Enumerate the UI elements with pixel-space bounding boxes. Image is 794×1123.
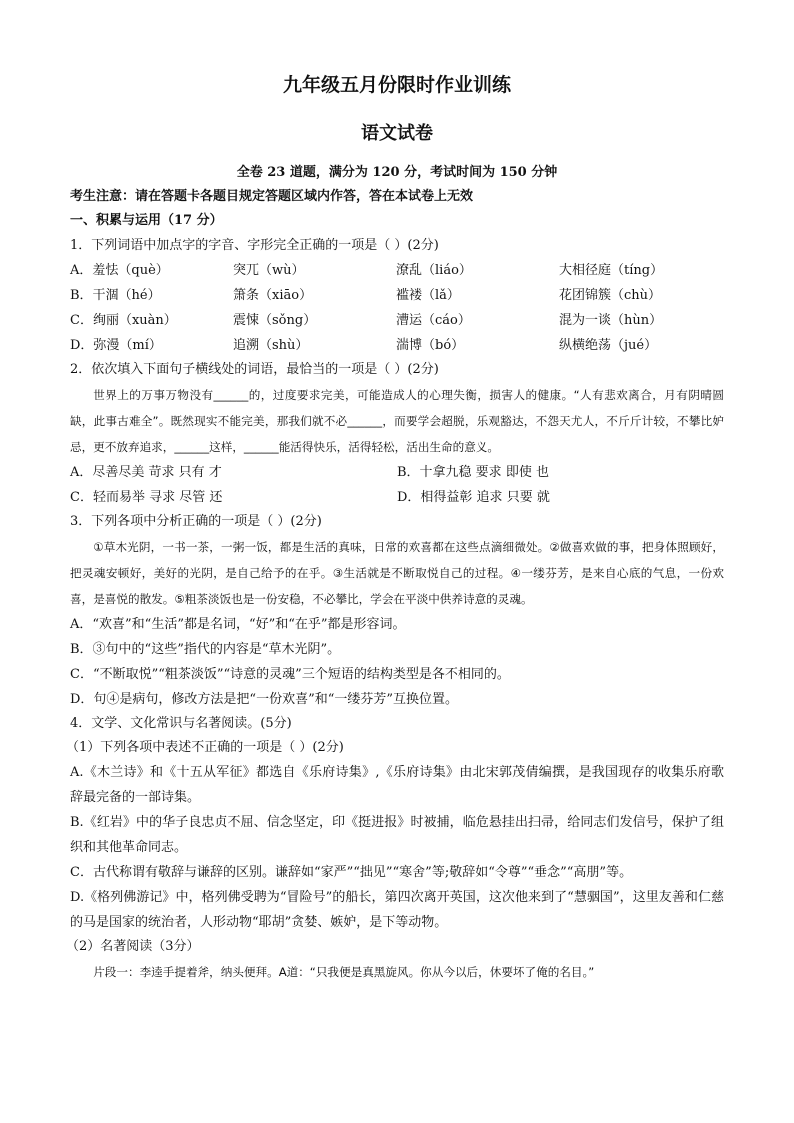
option-item: 混为一谈（hùn） [559, 313, 663, 328]
q1-option-c [70, 308, 724, 333]
excerpt-1: 片段一：李逵手提着斧，纳头便拜。A道：“只我便是真黑旋风。你从今以后，休要坏了俺的名目。” [93, 965, 595, 979]
exam-notice: 考生注意：请在答题卡各题目规定答题区域内作答，答在本试卷上无效 [70, 189, 474, 204]
option-item: C．绚丽（xuàn） [70, 313, 177, 328]
q3-option-d: D．句④是病句，修改方法是把“一份欢喜”和“一缕芬芳”互换位置。 [70, 692, 459, 707]
option-item: 湍博（bó） [396, 338, 465, 353]
exam-info: 全卷 23 道题，满分为 120 分，考试时间为 150 分钟 [236, 165, 558, 180]
page-title: 九年级五月份限时作业训练 [282, 74, 511, 96]
section-heading: 一、积累与运用（17 分） [70, 213, 223, 228]
option-item: 追溯（shù） [233, 338, 309, 353]
exam-page [66, 60, 724, 985]
option-item: A．尽善尽美 苛求 只有 才 [70, 465, 222, 480]
option-item: 花团锦簇（chù） [559, 288, 662, 303]
option-item: A．羞怯（què） [70, 263, 169, 278]
option-item: B．干涸（hé） [70, 288, 161, 303]
option-item: 褴褛（lǎ） [396, 288, 460, 303]
question-3-stem: 3．下列各项中分析正确的一项是（ ）(2分) [70, 514, 322, 529]
question-4-sub-1: （1）下列各项中表述不正确的一项是（ ）(2分) [66, 740, 344, 755]
q1-option-b [70, 283, 724, 308]
option-item: D．弥漫（mí） [70, 338, 162, 353]
q4-option-d: D.《格列佛游记》中，格列佛受聘为“冒险号”的船长，第四次离开英国，这次他来到了“慧骃国”，这里友善和仁慈的马是国家的统治者，人形动物“耶胡”贪婪、嫉妒，是下等动物。 [70, 890, 724, 930]
question-1-stem: 1．下列词语中加点字的字音、字形完全正确的一项是（ ）(2分) [70, 238, 439, 253]
q3-option-b: B．③句中的“这些”指代的内容是“草木光阴”。 [70, 642, 341, 657]
question-2-stem: 2．依次填入下面句子横线处的词语，最恰当的一项是（ ）(2分) [70, 362, 439, 377]
page-subtitle: 语文试卷 [361, 123, 433, 144]
q1-option-a [70, 258, 724, 283]
question-2-passage: 世界上的万事万物没有______的，过度要求完美，可能造成人的心理失衡，损害人的健康。“人有悲欢离合，月有阴晴圆缺，此事古难全”。既然现实不能完美，那我们就不必______，而要学会超脱，乐观豁达，不怨天尤人，不斤斤计较，不攀比妒忌，更不放弃追求，______这样，______能活得快乐，活得轻松，活出生命的意义。 [70, 388, 724, 454]
q4-option-a: A.《木兰诗》和《十五从军征》都选自《乐府诗集》,《乐府诗集》由北宋郭茂倩编撰，是我国现存的收集乐府歌辞最完备的一部诗集。 [70, 765, 724, 805]
q4-option-c: C．古代称谓有敬辞与谦辞的区别。谦辞如“家严”“拙见”“寒舍”等;敬辞如“令尊”“垂念”“高朋”等。 [70, 865, 633, 880]
question-4-sub-2: （2）名著阅读（3分） [66, 939, 200, 954]
option-item: B．十拿九稳 要求 即使 也 [397, 465, 549, 480]
q4-option-b: B.《红岩》中的华子良忠贞不屈、信念坚定，印《挺进报》时被捕，临危悬挂出扫帚，给同志们发信号，保护了组织和其他革命同志。 [70, 815, 724, 855]
option-item: 漕运（cáo） [396, 313, 471, 328]
option-item: C．轻而易举 寻求 尽管 还 [70, 490, 223, 505]
option-item: 震悚（sǒng） [233, 313, 317, 328]
q2-options-row-2 [70, 485, 724, 510]
q2-options-row-1 [70, 460, 724, 485]
question-4-stem: 4．文学、文化常识与名著阅读。(5分) [70, 716, 292, 731]
q1-option-d [70, 333, 724, 358]
option-item: D．相得益彰 追求 只要 就 [397, 490, 550, 505]
question-3-passage: ①草木光阴，一书一茶，一粥一饭，都是生活的真味，日常的欢喜都在这些点滴细微处。②做喜欢做的事，把身体照顾好，把灵魂安顿好，美好的光阴，是自己给予的在乎。③生活就是不断取悦自己的过程。④一缕芬芳，是来自心底的气息，一份欢喜，是喜悦的散发。⑤粗茶淡饭也是一份安稳，不必攀比，学会在平淡中供养诗意的灵魂。 [70, 540, 724, 606]
q3-option-c: C．“不断取悦”“粗茶淡饭”“诗意的灵魂”三个短语的结构类型是各不相同的。 [70, 667, 510, 682]
option-item: 突兀（wù） [233, 263, 305, 278]
q3-option-a: A．“欢喜”和“生活”都是名词，“好”和“在乎”都是形容词。 [70, 617, 406, 632]
option-item: 纵横绝荡（jué） [559, 338, 658, 353]
option-item: 潦乱（liáo） [396, 263, 472, 278]
option-item: 大相径庭（tíng） [559, 263, 664, 278]
option-item: 箫条（xiāo） [233, 288, 313, 303]
